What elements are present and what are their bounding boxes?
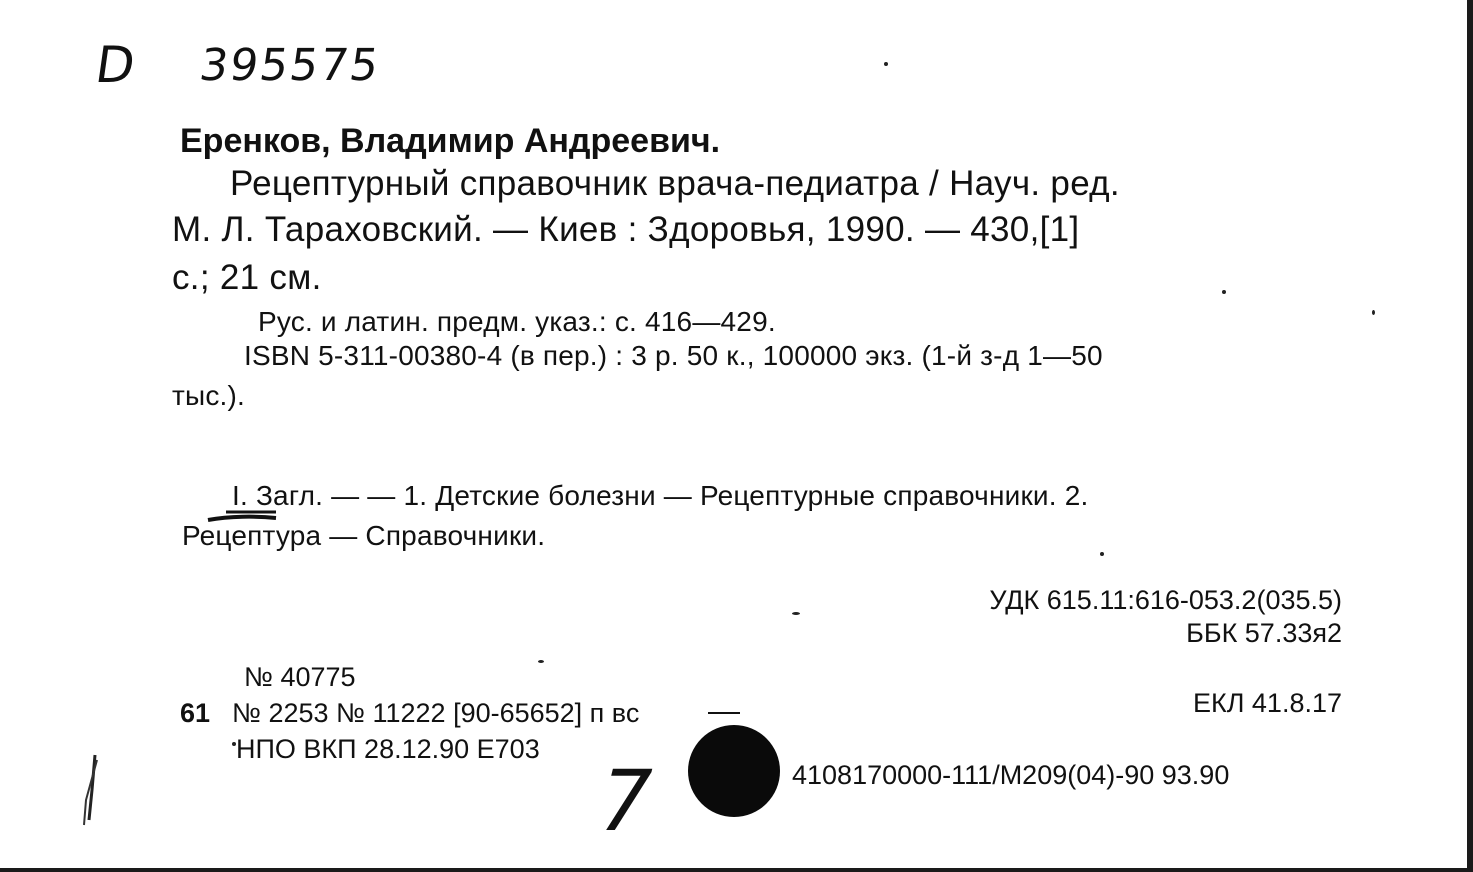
title-line-1: Рецептурный справочник врача-педиатра / Науч. ред. bbox=[230, 164, 1120, 203]
imprint-prefix: 61 bbox=[180, 698, 211, 728]
isbn-line-1: ISBN 5-311-00380-4 (в пер.) : 3 р. 50 к., 100000 экз. (1-й з-д 1—50 bbox=[244, 340, 1103, 371]
handwritten-prefix: D bbox=[91, 36, 141, 94]
catalog-code: 4108170000-111/М209(04)-90 93.90 bbox=[792, 760, 1230, 790]
imprint-print-line: НПО ВКП 28.12.90 Е703 bbox=[236, 734, 540, 764]
title-line-3: с.; 21 см. bbox=[172, 258, 322, 297]
handwritten-mark: 7 bbox=[585, 752, 666, 850]
subjects-line-2: Рецептура — Справочники. bbox=[182, 520, 546, 551]
imprint-order-line: № 2253 № 11222 [90-65652] п вс bbox=[232, 698, 640, 728]
imprint-number: № 40775 bbox=[244, 662, 356, 692]
udk-code: УДК 615.11:616-053.2(035.5) bbox=[989, 585, 1342, 615]
bbk-code: ББК 57.33я2 bbox=[1186, 618, 1342, 648]
ekl-code: ЕКЛ 41.8.17 bbox=[1192, 688, 1342, 718]
subjects-line-1: I. Загл. — — 1. Детские болезни — Рецептурные справочники. 2. bbox=[232, 480, 1089, 511]
handwritten-number: 395575 bbox=[196, 40, 384, 91]
isbn-line-2: тыс.). bbox=[172, 380, 246, 411]
index-note: Рус. и латин. предм. указ.: с. 416—429. bbox=[258, 306, 776, 337]
author-heading: Еренков, Владимир Андреевич. bbox=[180, 122, 721, 160]
title-line-2: М. Л. Тараховский. — Киев : Здоровья, 1990. — 430,[1] bbox=[172, 210, 1080, 249]
